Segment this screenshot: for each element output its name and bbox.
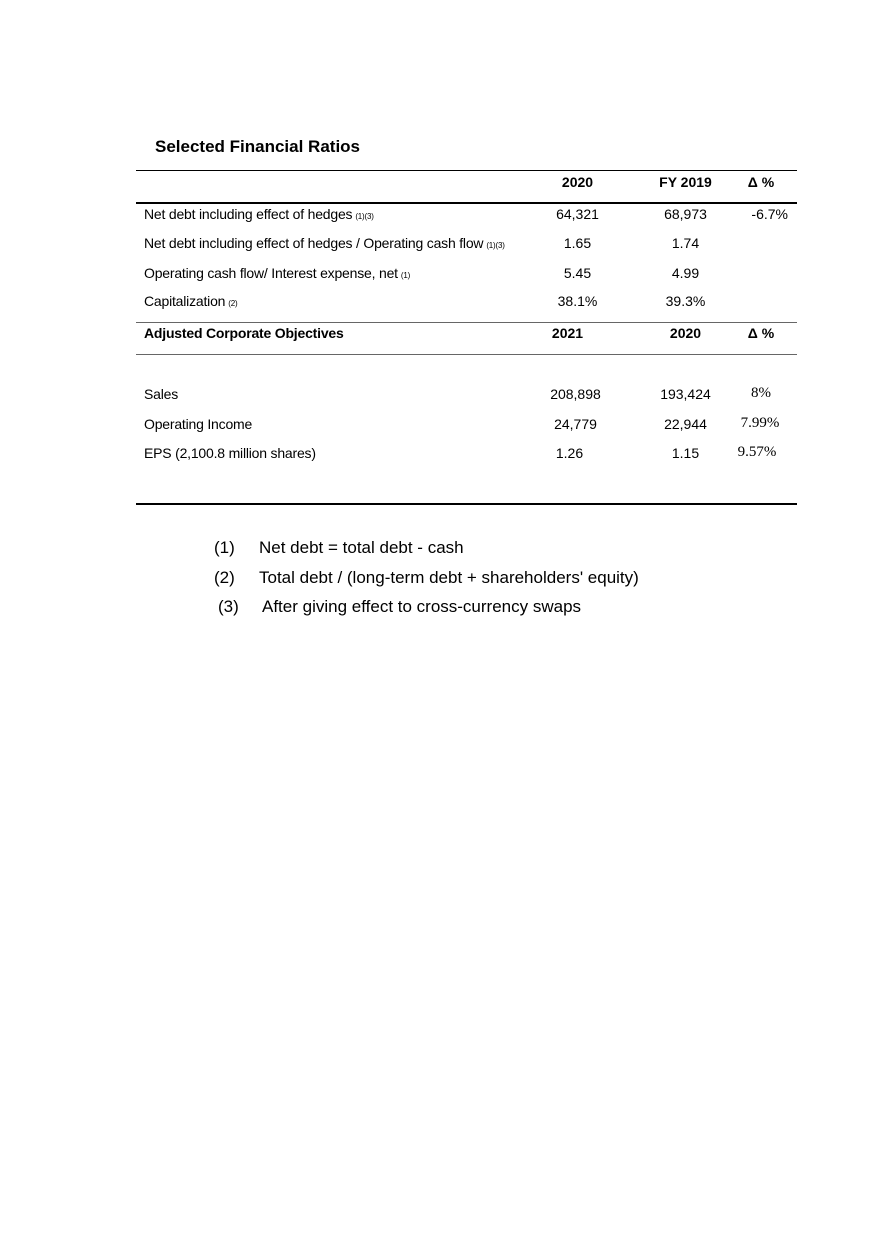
row-label: Net debt including effect of hedges (1)(3) <box>144 206 374 222</box>
row-value-delta: 7.99% <box>740 415 780 431</box>
row-label: Capitalization (2) <box>144 293 238 309</box>
row-label: Net debt including effect of hedges / Operating cash flow (1)(3) <box>144 235 505 251</box>
footnote-text: Net debt = total debt - cash <box>259 538 464 557</box>
row-value-2020: 38.1% <box>557 293 598 309</box>
row-value-2020: 64,321 <box>556 206 599 222</box>
row-value-fy2019: 1.74 <box>671 235 700 251</box>
row-value-2021: 24,779 <box>554 416 597 432</box>
row-value-2020: 1.65 <box>563 235 592 251</box>
footnote-number: (3) <box>218 597 239 616</box>
page-title: Selected Financial Ratios <box>155 137 361 156</box>
row-value-fy2019: 4.99 <box>671 265 700 281</box>
row-value-2020: 22,944 <box>664 416 707 432</box>
footnote-number: (2) <box>214 568 235 587</box>
ratios-header-col-3: Δ % <box>747 174 775 190</box>
section-rule <box>136 322 797 323</box>
header-rule <box>136 202 797 204</box>
row-value-2020: 1.15 <box>671 445 700 461</box>
row-value-2021: 1.26 <box>555 445 584 461</box>
ratios-header-col-1: 2020 <box>561 174 594 190</box>
objectives-header-col-2: 2020 <box>669 325 702 341</box>
ratios-header-col-2: FY 2019 <box>659 174 712 190</box>
row-value-fy2019: 39.3% <box>665 293 706 309</box>
row-value-2020: 193,424 <box>660 386 711 402</box>
objectives-header-col-1: 2021 <box>551 325 584 341</box>
row-label: EPS (2,100.8 million shares) <box>144 445 316 461</box>
row-value-2020: 5.45 <box>563 265 592 281</box>
row-value-fy2019: 68,973 <box>664 206 707 222</box>
table-bottom-rule <box>136 503 797 505</box>
objectives-header-rule <box>136 354 797 355</box>
footnote-text: After giving effect to cross-currency swaps <box>262 597 582 616</box>
objectives-header-label: Adjusted Corporate Objectives <box>144 325 344 341</box>
row-label: Operating Income <box>144 416 253 432</box>
objectives-header-col-3: Δ % <box>747 325 775 341</box>
row-value-delta: 8% <box>751 385 771 401</box>
footnote-number: (1) <box>214 538 235 557</box>
row-label: Sales <box>144 386 179 402</box>
footnote-text: Total debt / (long-term debt + shareholders' equity) <box>259 568 639 587</box>
table-top-rule <box>136 170 797 171</box>
row-value-delta: 9.57% <box>737 444 777 460</box>
row-label: Operating cash flow/ Interest expense, net (1) <box>144 265 411 281</box>
row-value-2021: 208,898 <box>550 386 601 402</box>
row-value-delta: -6.7% <box>751 206 788 222</box>
